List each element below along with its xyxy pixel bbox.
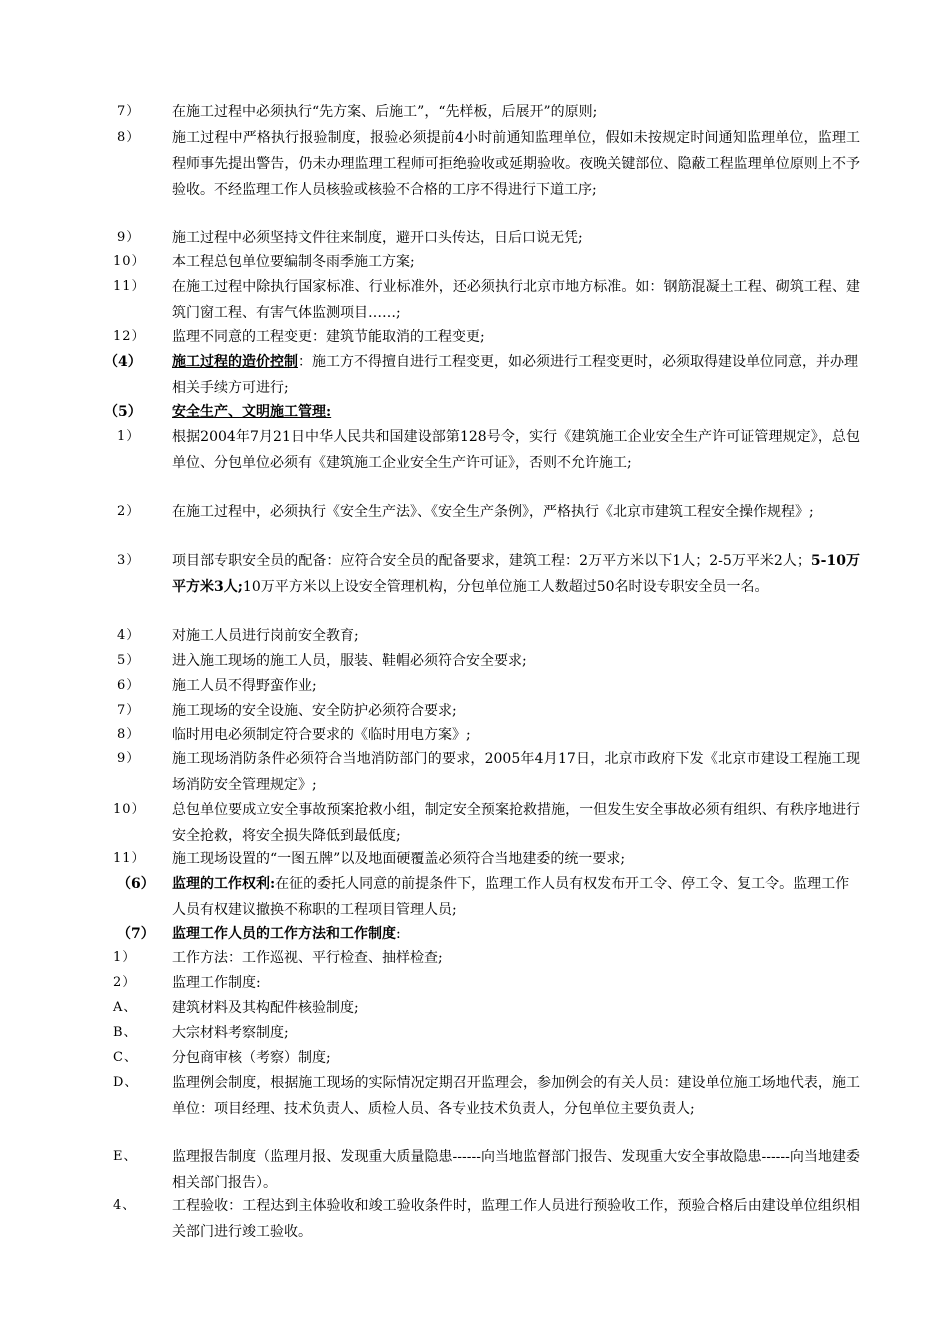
item-number: 10） [113,254,146,269]
item-number: A、 [113,1000,138,1015]
item-number: C、 [113,1050,138,1065]
item-number: 2） [117,504,141,519]
item-number: 7） [117,104,141,119]
item-text: 施工过程中严格执行报验制度，报验必须提前4小时前通知监理单位，假如未按规定时间通知监理单位，监理工程师事先提出警告，仍未办理监理工程师可拒绝验收或延期验收。夜晚关键部位、隐蔽工程监理单位原则上不予验收。不经监理工作人员核验或核验不合格的工序不得进行下道工序; [172,130,860,198]
item-number: B、 [113,1025,138,1040]
item-text-part: 10万平方米以上设安全管理机构，分包单位施工人数超过50名时设专职安全员一名。 [242,579,769,595]
item-number: 8） [117,727,141,742]
item-text: 大宗材料考察制度; [172,1025,289,1041]
item-text: 监理报告制度（监理月报、发现重大质量隐患------向当地监督部门报告、发现重大安全事故隐患------向当地建委相关部门报告）。 [172,1149,860,1191]
item-number: 12） [113,329,146,344]
section-paragraph [172,399,860,425]
section-number: （7） [117,926,155,942]
item-number: 7） [117,703,141,718]
section-title: 安全生产、文明施工管理: [172,404,332,420]
item-text-part: 项目部专职安全员的配备：应符合安全员的配备要求，建筑工程：2万平方米以下1人；2-5万平米2人； [172,553,811,569]
item-text: 施工人员不得野蛮作业; [172,678,317,694]
item-number: D、 [113,1075,139,1090]
item-number: E、 [113,1149,138,1164]
item-text: 总包单位要成立安全事故预案抢救小组，制定安全预案抢救措施，一但发生安全事故必须有组织、有秩序地进行安全抢救，将安全损失降低到最低度; [172,802,860,844]
item-number: 5） [117,653,141,668]
section-number: （6） [117,876,155,892]
section-title: 监理的工作权利: [172,876,276,892]
item-text: 临时用电必须制定符合要求的《临时用电方案》; [172,727,471,743]
item-number: 4、 [113,1198,137,1213]
item-number: 8） [117,130,141,145]
item-text [172,548,860,600]
item-text: 施工过程中必须坚持文件往来制度，避开口头传达，日后口说无凭; [172,230,583,246]
item-text: 施工现场设置的“一图五牌”以及地面硬覆盖必须符合当地建委的统一要求; [172,851,626,867]
section-paragraph [172,349,860,401]
item-text: 施工现场消防条件必须符合当地消防部门的要求，2005年4月17日，北京市政府下发《北京市建设工程施工现场消防安全管理规定》; [172,751,860,793]
item-number: 10） [113,802,146,817]
item-text: 工作方法：工作巡视、平行检查、抽样检查; [172,950,443,966]
section-text: ：施工方不得擅自进行工程变更，如必须进行工程变更时，必须取得建设单位同意，并办理相关手续方可进行; [172,354,858,396]
item-text: 施工现场的安全设施、安全防护必须符合要求; [172,703,457,719]
section-number: （5） [104,404,142,420]
item-number: 9） [117,230,141,245]
item-number: 1） [113,950,137,965]
item-number: 6） [117,678,141,693]
section-paragraph [172,871,860,923]
item-number: 9） [117,751,141,766]
section-text: 在征的委托人同意的前提条件下，监理工作人员有权发布开工令、停工令、复工令。监理工作人员有权建议撤换不称职的工程项目管理人员; [172,876,850,918]
section-paragraph [172,921,860,947]
item-text: 本工程总包单位要编制冬雨季施工方案; [172,254,415,270]
item-text: 监理工作制度: [172,975,261,991]
section-title: 施工过程的造价控制 [172,354,298,370]
item-text: 对施工人员进行岗前安全教育; [172,628,359,644]
item-text: 在施工过程中，必须执行《安全生产法》、《安全生产条例》，严格执行《北京市建筑工程安全操作规程》; [172,504,814,520]
item-text: 根据2004年7月21日中华人民共和国建设部第128号令，实行《建筑施工企业安全生产许可证管理规定》，总包单位、分包单位必须有《建筑施工企业安全生产许可证》，否则不允许施工; [172,429,860,471]
section-title: 监理工作人员的工作方法和工作制度 [172,926,396,942]
item-text: 在施工过程中必须执行“先方案、后施工”，“先样板，后展开”的原则; [172,104,598,120]
item-number: 1） [117,429,141,444]
item-text: 工程验收：工程达到主体验收和竣工验收条件时，监理工作人员进行预验收工作，预验合格后由建设单位组织相关部门进行竣工验收。 [172,1198,860,1240]
item-number: 4） [117,628,141,643]
section-colon: : [396,926,401,942]
item-number: 11） [113,851,146,866]
item-text: 进入施工现场的施工人员，服装、鞋帽必须符合安全要求; [172,653,527,669]
item-number: 3） [117,553,141,568]
item-text-bold: 5-10万平方米3人; [172,553,860,595]
item-number: 11） [113,279,146,294]
section-number: （4） [104,354,142,370]
item-text: 建筑材料及其构配件核验制度; [172,1000,359,1016]
item-text: 分包商审核（考察）制度; [172,1050,331,1066]
item-text: 监理不同意的工程变更：建筑节能取消的工程变更; [172,329,485,345]
item-text: 监理例会制度，根据施工现场的实际情况定期召开监理会，参加例会的有关人员：建设单位施工场地代表，施工单位：项目经理、技术负责人、质检人员、各专业技术负责人，分包单位主要负责人; [172,1075,860,1117]
item-text: 在施工过程中除执行国家标准、行业标准外，还必须执行北京市地方标准。如：钢筋混凝土工程、砌筑工程、建筑门窗工程、有害气体监测项目……; [172,279,860,321]
item-number: 2） [113,975,137,990]
